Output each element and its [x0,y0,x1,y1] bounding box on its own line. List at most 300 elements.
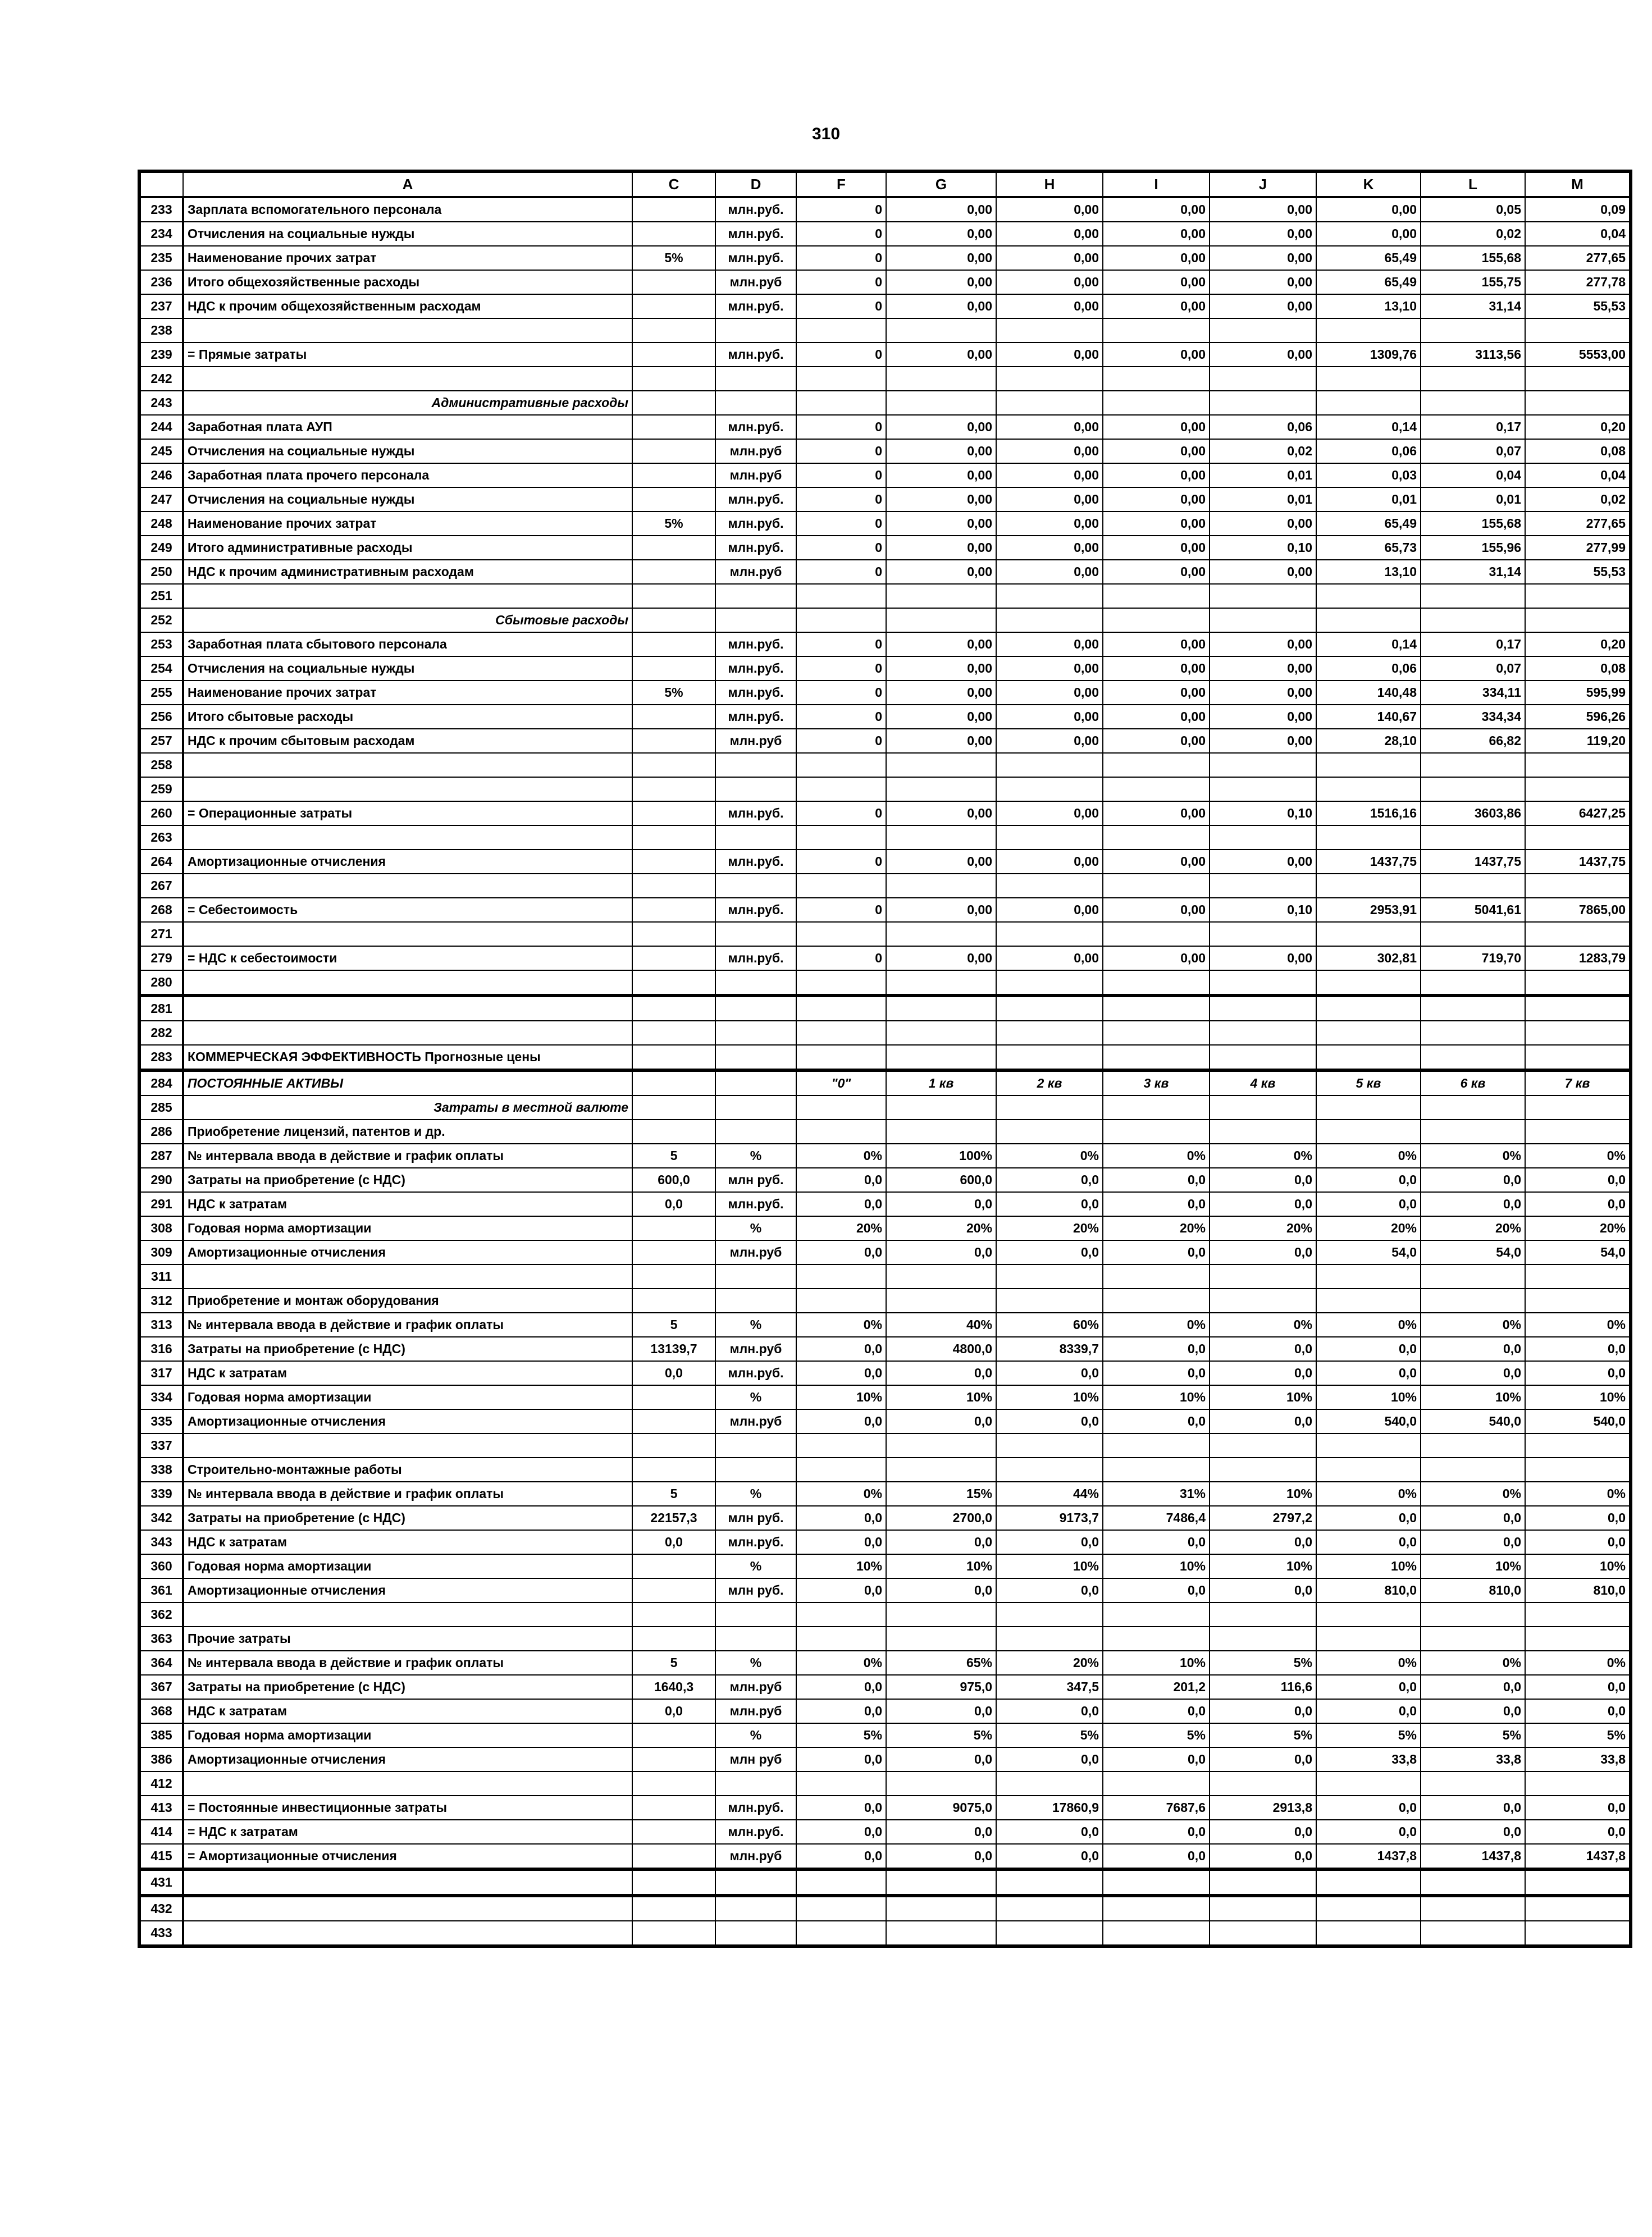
cell-g[interactable]: 0,0 [886,1192,996,1216]
cell-c[interactable] [632,632,715,656]
cell-i[interactable]: 0,0 [1103,1240,1210,1264]
row-number[interactable]: 284 [139,1070,183,1095]
cell-l[interactable]: 10% [1421,1385,1525,1409]
cell-m[interactable]: 5553,00 [1525,343,1631,367]
column-header-i[interactable]: I [1103,171,1210,197]
row-number[interactable]: 234 [139,222,183,246]
cell-k[interactable]: 0,14 [1316,632,1421,656]
cell-unit[interactable] [715,970,796,996]
cell-l[interactable]: 0% [1421,1651,1525,1675]
cell-unit[interactable]: млн.руб. [715,1192,796,1216]
cell-m[interactable] [1525,1264,1631,1289]
row-number[interactable]: 239 [139,343,183,367]
cell-h[interactable]: 0,00 [996,946,1103,970]
cell-j[interactable]: 0,00 [1210,681,1316,705]
cell-f[interactable]: 0,0 [796,1820,886,1844]
cell-f[interactable]: 0 [796,536,886,560]
cell-l[interactable]: 0,17 [1421,415,1525,439]
cell-c[interactable] [632,1820,715,1844]
cell-l[interactable] [1421,1921,1525,1946]
cell-c[interactable] [632,850,715,874]
cell-l[interactable]: 540,0 [1421,1409,1525,1433]
cell-h[interactable] [996,874,1103,898]
cell-m[interactable]: 277,65 [1525,512,1631,536]
cell-unit[interactable]: млн.руб. [715,1820,796,1844]
cell-i[interactable] [1103,584,1210,608]
cell-m[interactable]: 0,08 [1525,656,1631,681]
row-number[interactable]: 431 [139,1869,183,1896]
cell-g[interactable]: 0,00 [886,197,996,222]
cell-k[interactable]: 0,0 [1316,1699,1421,1723]
cell-m[interactable]: 6427,25 [1525,801,1631,825]
cell-h[interactable] [996,825,1103,850]
cell-unit[interactable]: % [715,1216,796,1240]
cell-h[interactable]: 0,00 [996,463,1103,487]
cell-unit[interactable]: млн.руб. [715,801,796,825]
cell-unit[interactable]: млн.руб. [715,1361,796,1385]
cell-c[interactable]: 1640,3 [632,1675,715,1699]
row-number[interactable]: 290 [139,1168,183,1192]
row-number[interactable]: 316 [139,1337,183,1361]
cell-m[interactable]: 0,0 [1525,1675,1631,1699]
cell-l[interactable] [1421,874,1525,898]
row-label[interactable]: Амортизационные отчисления [183,1240,632,1264]
row-number[interactable]: 248 [139,512,183,536]
row-number[interactable]: 253 [139,632,183,656]
row-label[interactable]: Затраты на приобретение (с НДС) [183,1168,632,1192]
cell-i[interactable]: 0,0 [1103,1361,1210,1385]
cell-m[interactable]: 595,99 [1525,681,1631,705]
cell-k[interactable]: 1516,16 [1316,801,1421,825]
cell-i[interactable] [1103,391,1210,415]
cell-j[interactable]: 0,00 [1210,197,1316,222]
cell-i[interactable] [1103,874,1210,898]
cell-m[interactable]: 0,04 [1525,222,1631,246]
row-number[interactable]: 246 [139,463,183,487]
cell-g[interactable] [886,777,996,801]
cell-unit[interactable]: млн.руб. [715,294,796,318]
cell-c[interactable] [632,898,715,922]
row-number[interactable]: 312 [139,1289,183,1313]
cell-l[interactable]: 1437,8 [1421,1844,1525,1869]
cell-f[interactable] [796,584,886,608]
cell-k[interactable]: 65,49 [1316,512,1421,536]
cell-f[interactable]: 0% [796,1651,886,1675]
cell-j[interactable] [1210,1627,1316,1651]
cell-c[interactable] [632,1095,715,1120]
cell-l[interactable] [1421,970,1525,996]
cell-i[interactable]: 10% [1103,1385,1210,1409]
row-label[interactable] [183,1869,632,1896]
cell-j[interactable] [1210,584,1316,608]
row-number[interactable]: 255 [139,681,183,705]
cell-g[interactable] [886,825,996,850]
cell-f[interactable]: 0 [796,246,886,270]
cell-i[interactable] [1103,1120,1210,1144]
cell-m[interactable]: 0,0 [1525,1530,1631,1554]
cell-l[interactable] [1421,1289,1525,1313]
cell-m[interactable]: 54,0 [1525,1240,1631,1264]
cell-k[interactable]: 140,48 [1316,681,1421,705]
cell-h[interactable]: 0,0 [996,1168,1103,1192]
cell-i[interactable]: 7687,6 [1103,1796,1210,1820]
cell-m[interactable]: 119,20 [1525,729,1631,753]
row-number[interactable]: 285 [139,1095,183,1120]
cell-f[interactable] [796,1896,886,1921]
cell-l[interactable] [1421,825,1525,850]
cell-c[interactable]: 5% [632,246,715,270]
cell-k[interactable]: 0,06 [1316,439,1421,463]
row-label[interactable]: Заработная плата прочего персонала [183,463,632,487]
row-number[interactable]: 260 [139,801,183,825]
cell-m[interactable]: 0,0 [1525,1820,1631,1844]
cell-j[interactable] [1210,1289,1316,1313]
cell-h[interactable]: 20% [996,1216,1103,1240]
row-label[interactable]: ПОСТОЯННЫЕ АКТИВЫ [183,1070,632,1095]
cell-l[interactable] [1421,608,1525,632]
cell-f[interactable] [796,970,886,996]
cell-k[interactable] [1316,1627,1421,1651]
cell-i[interactable]: 0,0 [1103,1192,1210,1216]
cell-f[interactable]: 0,0 [796,1844,886,1869]
cell-h[interactable]: 0,0 [996,1240,1103,1264]
cell-f[interactable]: 0 [796,801,886,825]
row-number[interactable]: 286 [139,1120,183,1144]
cell-g[interactable]: 0,00 [886,343,996,367]
cell-f[interactable]: 0,0 [796,1409,886,1433]
cell-i[interactable]: 0,00 [1103,439,1210,463]
cell-f[interactable]: 0 [796,512,886,536]
cell-k[interactable] [1316,1021,1421,1045]
cell-m[interactable] [1525,970,1631,996]
cell-m[interactable] [1525,318,1631,343]
cell-l[interactable]: 0,0 [1421,1506,1525,1530]
cell-i[interactable]: 0,00 [1103,801,1210,825]
cell-unit[interactable] [715,391,796,415]
cell-j[interactable]: 0,0 [1210,1240,1316,1264]
cell-j[interactable] [1210,1896,1316,1921]
cell-i[interactable]: 0,0 [1103,1530,1210,1554]
cell-m[interactable]: 0% [1525,1482,1631,1506]
row-number[interactable]: 311 [139,1264,183,1289]
cell-g[interactable] [886,1120,996,1144]
cell-unit[interactable]: млн.руб. [715,197,796,222]
cell-j[interactable] [1210,1869,1316,1896]
cell-j[interactable]: 5% [1210,1723,1316,1747]
cell-l[interactable]: 5041,61 [1421,898,1525,922]
cell-j[interactable]: 0,00 [1210,222,1316,246]
row-number[interactable]: 249 [139,536,183,560]
cell-i[interactable] [1103,753,1210,777]
row-label[interactable]: Годовая норма амортизации [183,1216,632,1240]
cell-k[interactable]: 0,0 [1316,1530,1421,1554]
cell-k[interactable]: 0,0 [1316,1506,1421,1530]
cell-h[interactable] [996,1869,1103,1896]
cell-c[interactable] [632,1070,715,1095]
cell-j[interactable]: 0,00 [1210,512,1316,536]
cell-f[interactable]: 0,0 [796,1530,886,1554]
cell-unit[interactable]: млн.руб. [715,681,796,705]
cell-j[interactable] [1210,1921,1316,1946]
row-number[interactable]: 386 [139,1747,183,1772]
cell-c[interactable] [632,197,715,222]
cell-k[interactable] [1316,1045,1421,1070]
cell-m[interactable]: 0,20 [1525,415,1631,439]
cell-m[interactable] [1525,996,1631,1021]
cell-c[interactable]: 13139,7 [632,1337,715,1361]
cell-g[interactable] [886,1603,996,1627]
cell-f[interactable]: 0,0 [796,1506,886,1530]
row-label[interactable]: Годовая норма амортизации [183,1554,632,1578]
cell-j[interactable]: 10% [1210,1482,1316,1506]
cell-c[interactable] [632,1627,715,1651]
cell-h[interactable]: 0,00 [996,681,1103,705]
cell-l[interactable]: 0,0 [1421,1361,1525,1385]
cell-j[interactable] [1210,1458,1316,1482]
column-header-c[interactable]: C [632,171,715,197]
cell-k[interactable]: 65,73 [1316,536,1421,560]
cell-k[interactable] [1316,1603,1421,1627]
cell-f[interactable] [796,825,886,850]
cell-c[interactable] [632,560,715,584]
cell-j[interactable]: 0,00 [1210,946,1316,970]
cell-g[interactable]: 0,00 [886,512,996,536]
row-number[interactable]: 280 [139,970,183,996]
row-number[interactable]: 364 [139,1651,183,1675]
cell-unit[interactable]: млн.руб. [715,512,796,536]
row-label[interactable]: НДС к прочим сбытовым расходам [183,729,632,753]
cell-m[interactable]: 0% [1525,1144,1631,1168]
cell-c[interactable] [632,391,715,415]
row-label[interactable]: Административные расходы [183,391,632,415]
cell-h[interactable]: 0,0 [996,1578,1103,1603]
column-header-f[interactable]: F [796,171,886,197]
cell-f[interactable]: 0 [796,705,886,729]
cell-f[interactable] [796,777,886,801]
row-number[interactable]: 236 [139,270,183,294]
cell-k[interactable] [1316,970,1421,996]
cell-l[interactable]: 0,0 [1421,1337,1525,1361]
cell-f[interactable]: 0% [796,1313,886,1337]
cell-l[interactable]: 3113,56 [1421,343,1525,367]
cell-l[interactable]: 0,17 [1421,632,1525,656]
cell-l[interactable] [1421,1869,1525,1896]
cell-g[interactable] [886,391,996,415]
row-label[interactable]: Затраты в местной валюте [183,1095,632,1120]
cell-c[interactable] [632,584,715,608]
cell-k[interactable]: 28,10 [1316,729,1421,753]
cell-m[interactable]: 0,0 [1525,1796,1631,1820]
cell-i[interactable]: 0,00 [1103,246,1210,270]
row-number[interactable]: 313 [139,1313,183,1337]
cell-h[interactable]: 0,00 [996,850,1103,874]
cell-unit[interactable] [715,1921,796,1946]
cell-c[interactable] [632,1409,715,1433]
cell-h[interactable]: 0,00 [996,560,1103,584]
cell-g[interactable]: 0,00 [886,898,996,922]
cell-g[interactable] [886,1289,996,1313]
row-number[interactable]: 412 [139,1772,183,1796]
cell-m[interactable]: 7865,00 [1525,898,1631,922]
row-number[interactable]: 254 [139,656,183,681]
cell-i[interactable]: 0,00 [1103,343,1210,367]
cell-f[interactable]: 0,0 [796,1192,886,1216]
row-number[interactable]: 309 [139,1240,183,1264]
cell-i[interactable]: 0,00 [1103,705,1210,729]
cell-g[interactable] [886,1458,996,1482]
row-label[interactable] [183,996,632,1021]
column-header-a[interactable]: A [183,171,632,197]
cell-unit[interactable] [715,874,796,898]
cell-f[interactable] [796,1264,886,1289]
cell-g[interactable]: 20% [886,1216,996,1240]
cell-j[interactable]: 0,00 [1210,560,1316,584]
cell-k[interactable] [1316,608,1421,632]
cell-k[interactable] [1316,1264,1421,1289]
row-number[interactable]: 385 [139,1723,183,1747]
cell-g[interactable] [886,922,996,946]
cell-j[interactable]: 0% [1210,1313,1316,1337]
cell-g[interactable] [886,367,996,391]
cell-c[interactable] [632,1603,715,1627]
cell-f[interactable]: 0 [796,681,886,705]
row-label[interactable]: НДС к затратам [183,1192,632,1216]
cell-j[interactable] [1210,608,1316,632]
cell-h[interactable]: 0% [996,1144,1103,1168]
cell-m[interactable] [1525,1896,1631,1921]
cell-h[interactable] [996,391,1103,415]
cell-m[interactable]: 10% [1525,1554,1631,1578]
cell-f[interactable]: 0,0 [796,1240,886,1264]
cell-k[interactable]: 0,03 [1316,463,1421,487]
cell-l[interactable]: 155,96 [1421,536,1525,560]
cell-g[interactable]: 0,00 [886,463,996,487]
cell-k[interactable]: 1437,75 [1316,850,1421,874]
cell-h[interactable]: 60% [996,1313,1103,1337]
cell-l[interactable] [1421,996,1525,1021]
cell-unit[interactable]: млн руб. [715,1168,796,1192]
cell-k[interactable]: 1309,76 [1316,343,1421,367]
cell-j[interactable] [1210,1772,1316,1796]
cell-c[interactable] [632,874,715,898]
cell-m[interactable]: 0,08 [1525,439,1631,463]
cell-h[interactable]: 0,00 [996,222,1103,246]
row-label[interactable]: Отчисления на социальные нужды [183,222,632,246]
cell-j[interactable] [1210,1045,1316,1070]
row-number[interactable]: 263 [139,825,183,850]
cell-unit[interactable] [715,1433,796,1458]
cell-i[interactable] [1103,1869,1210,1896]
cell-c[interactable] [632,1844,715,1869]
cell-j[interactable] [1210,367,1316,391]
cell-k[interactable]: 1437,8 [1316,1844,1421,1869]
row-label[interactable]: № интервала ввода в действие и график оплаты [183,1144,632,1168]
row-number[interactable]: 247 [139,487,183,512]
cell-h[interactable]: 10% [996,1554,1103,1578]
cell-f[interactable]: 0,0 [796,1747,886,1772]
cell-j[interactable] [1210,1021,1316,1045]
cell-c[interactable]: 5% [632,512,715,536]
cell-unit[interactable] [715,777,796,801]
cell-i[interactable] [1103,1921,1210,1946]
cell-k[interactable]: 0,0 [1316,1337,1421,1361]
cell-h[interactable] [996,970,1103,996]
cell-c[interactable] [632,1921,715,1946]
cell-i[interactable] [1103,1772,1210,1796]
cell-f[interactable] [796,1120,886,1144]
cell-c[interactable] [632,656,715,681]
cell-j[interactable]: 0,00 [1210,729,1316,753]
row-number[interactable]: 360 [139,1554,183,1578]
cell-h[interactable]: 0,00 [996,632,1103,656]
cell-c[interactable]: 22157,3 [632,1506,715,1530]
cell-j[interactable]: 0,0 [1210,1409,1316,1433]
cell-k[interactable] [1316,922,1421,946]
cell-f[interactable]: 10% [796,1385,886,1409]
cell-g[interactable]: 10% [886,1554,996,1578]
cell-k[interactable]: 0% [1316,1313,1421,1337]
cell-unit[interactable] [715,1458,796,1482]
cell-l[interactable]: 0,05 [1421,197,1525,222]
cell-m[interactable] [1525,1869,1631,1896]
row-label[interactable]: = Прямые затраты [183,343,632,367]
cell-m[interactable] [1525,1458,1631,1482]
cell-c[interactable]: 0,0 [632,1361,715,1385]
cell-l[interactable]: 719,70 [1421,946,1525,970]
cell-g[interactable] [886,1264,996,1289]
cell-i[interactable] [1103,1045,1210,1070]
cell-m[interactable]: 10% [1525,1385,1631,1409]
cell-k[interactable]: 540,0 [1316,1409,1421,1433]
cell-f[interactable]: "0" [796,1070,886,1095]
cell-j[interactable]: 0,0 [1210,1747,1316,1772]
cell-k[interactable] [1316,1896,1421,1921]
cell-i[interactable]: 0,00 [1103,270,1210,294]
cell-k[interactable] [1316,1458,1421,1482]
cell-h[interactable] [996,1896,1103,1921]
cell-f[interactable]: 0 [796,439,886,463]
cell-c[interactable] [632,1120,715,1144]
row-number[interactable]: 264 [139,850,183,874]
row-label[interactable] [183,318,632,343]
row-number[interactable]: 342 [139,1506,183,1530]
cell-i[interactable] [1103,825,1210,850]
cell-l[interactable]: 1437,75 [1421,850,1525,874]
cell-h[interactable]: 0,00 [996,487,1103,512]
cell-g[interactable]: 0,00 [886,222,996,246]
cell-h[interactable]: 0,0 [996,1530,1103,1554]
cell-j[interactable]: 0,10 [1210,536,1316,560]
cell-c[interactable] [632,946,715,970]
cell-l[interactable]: 54,0 [1421,1240,1525,1264]
cell-c[interactable] [632,1796,715,1820]
cell-h[interactable] [996,1289,1103,1313]
cell-j[interactable]: 5% [1210,1651,1316,1675]
cell-unit[interactable] [715,1264,796,1289]
cell-h[interactable]: 0,00 [996,801,1103,825]
cell-g[interactable]: 0,00 [886,415,996,439]
cell-c[interactable] [632,729,715,753]
row-label[interactable]: № интервала ввода в действие и график оплаты [183,1482,632,1506]
cell-c[interactable] [632,777,715,801]
cell-l[interactable]: 0,02 [1421,222,1525,246]
row-label[interactable]: Заработная плата АУП [183,415,632,439]
cell-f[interactable]: 0,0 [796,1337,886,1361]
cell-k[interactable]: 140,67 [1316,705,1421,729]
cell-m[interactable]: 540,0 [1525,1409,1631,1433]
cell-m[interactable]: 0% [1525,1313,1631,1337]
row-label[interactable] [183,970,632,996]
